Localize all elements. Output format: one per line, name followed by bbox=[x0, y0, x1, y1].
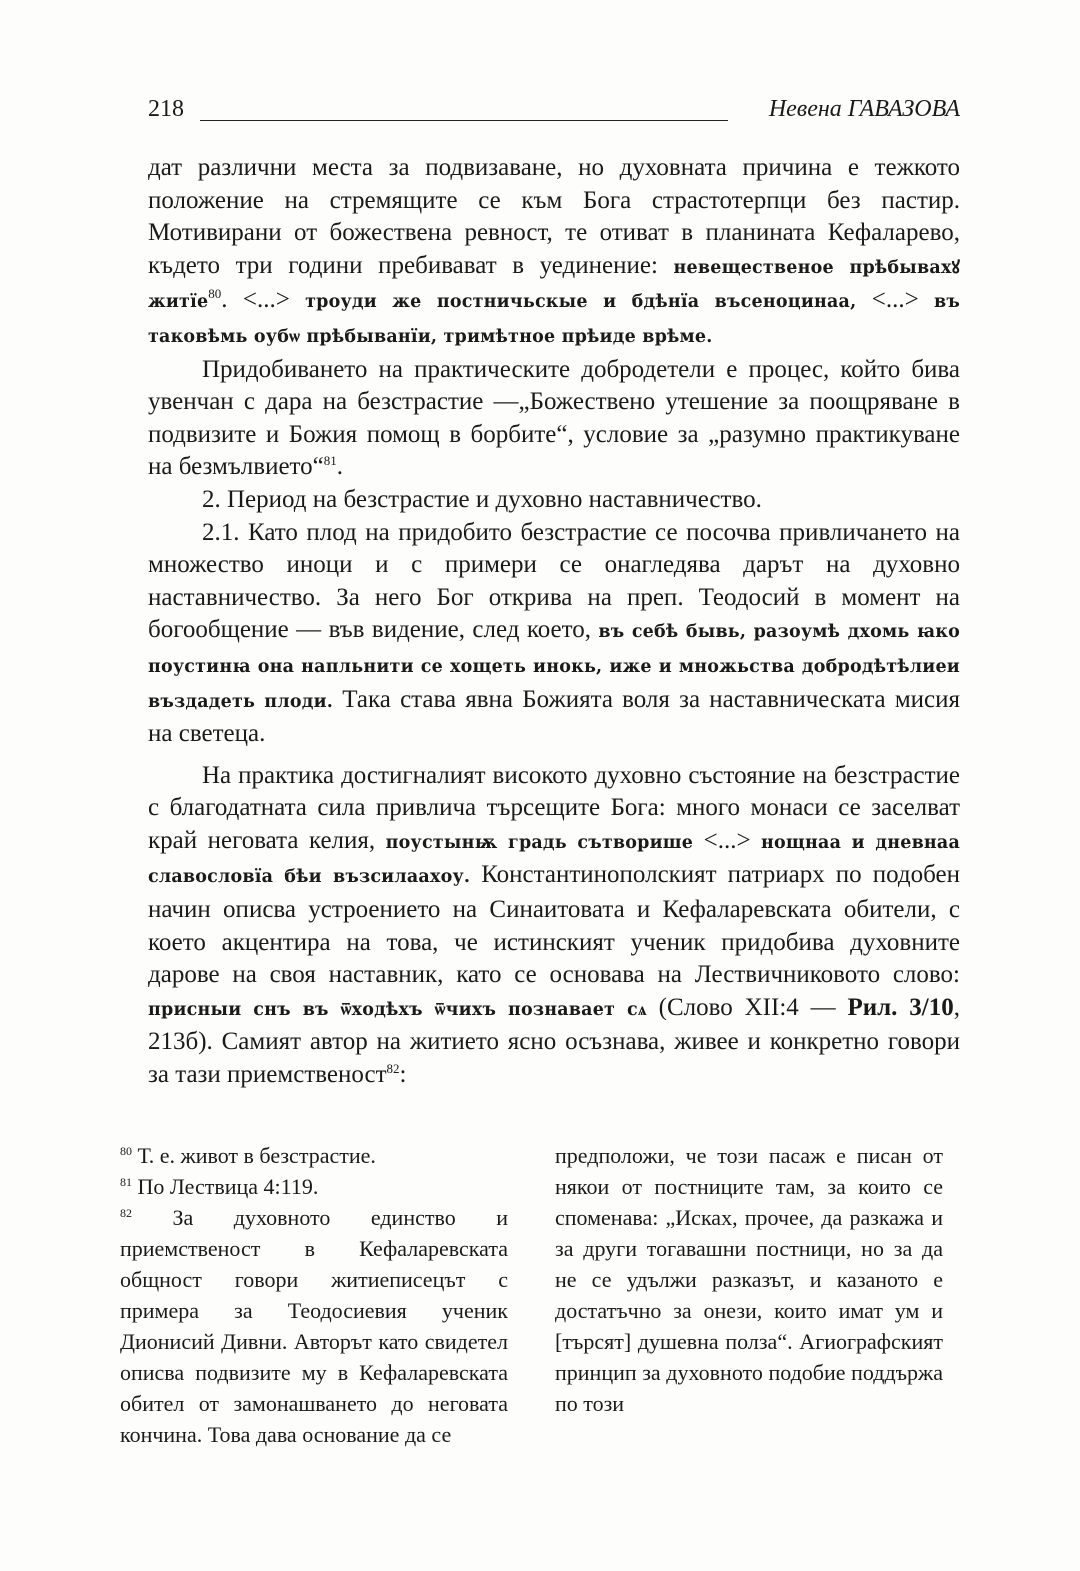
footnote-80: $^{80}$ Т. е. живот в безстрастие. bbox=[120, 1143, 376, 1168]
paragraph-1: дат различни места за подвизаване, но духовната причина е тежкото положение на стремящите се към Бога страстотерпци без пастир. Мотивирани от божествена ревност, те отиват в планината Кефаларево, където три години пребивават в уединение: невещественое прѣбывахꙋ житїе$^{80}$. <...> троуди же постничьскые и бдѣнїа въсеноцинаа, <...> въ таковѣмь оубѡ прѣбыванїи, тримѣтное прѣиде врѣме. bbox=[148, 154, 960, 347]
church-slavonic-quote: поустынѭ градь сътворише bbox=[385, 832, 694, 853]
church-slavonic-quote: троуди же постничьскые и бдѣнїа въсеноцинаа, bbox=[305, 292, 857, 313]
paragraph-4: На практика достигналият високото духовно състояние на безстрастие с благодатната сила привлича търсещите Бога: много монаси се заселват край неговата келия, поустынѭ градь сътворише <...> нощнаа и дневнаа славословїа бѣи възсилаахоу. Константинополският патриарх по подобен начин описва устроението на Синаитовата и Кефаларевската обители, с което акцентира на това, че истинският ученик придобива духовните дарове на своя наставник, като се основава на Лествичниковото слово: присныи снъ въ ѿходѣхъ ѿчихъ познавает сѧ (Слово XII:4 — Рил. 3/10, 213б). Самият автор на житието ясно осъзнава, живее и конкретно говори за тази приемственост$^{82}$: bbox=[148, 761, 961, 1089]
manuscript-ref: Рил. 3/10 bbox=[847, 993, 954, 1021]
church-slavonic-quote: невещественое прѣбывахꙋ житїе bbox=[148, 257, 960, 313]
church-slavonic-quote: въ таковѣмь оубѡ прѣбыванїи, тримѣтное прѣиде врѣме. bbox=[148, 292, 960, 347]
church-slavonic-quote: присныи снъ въ ѿходѣхъ ѿчихъ познавает сѧ bbox=[148, 999, 647, 1020]
church-slavonic-quote: нощнаа и дневнаа славословїа бѣи възсилаахоу. bbox=[148, 832, 961, 888]
footnote-ref: 82 bbox=[386, 1061, 400, 1077]
paragraph-3: 2.1. Като плод на придобито безстрастие се посочва привличането на множество иноци и с примери се онагледява дарът на духовно наставничество. За него Бог открива на преп. Теодосий в момент на богообщение — във видение, след което, въ себѣ бывь, разоумѣ дхомь ꙗко поустинꙗ она напльнити се хощеть инокь, иже и множьства добродѣтѣлиеи въздадеть плоди. Така става явна Божията воля за наставническата мисия на светеца. bbox=[148, 518, 961, 748]
footnotes-right-column bbox=[555, 1140, 943, 1419]
header-rule bbox=[200, 120, 728, 121]
footnote-ref: 81 bbox=[323, 453, 337, 469]
footnote-81: $^{81}$ По Лествица 4:119. bbox=[120, 1174, 319, 1199]
section-heading: 2. Период на безстрастие и духовно наставничество. bbox=[202, 485, 762, 513]
footnote-82-continued: предположи, че този пасаж е писан от някои от постниците там, за които се споменава: „Исках, прочее, да разкажа и за други тогавашни постници, но за да не се удължи разказът, и казаното е достатъчно за онези, които имат ум и [търсят] душевна полза“. Агиографският принцип за духовното подобие поддържа по този bbox=[555, 1143, 943, 1416]
footnote-82: $^{82}$ За духовното единство и приемственост в Кефаларевската общност говори житиеписецът с примера за Теодосиевия ученик Дионисий Дивни. Авторът като свидетел описва подвизите му в Кефаларевската обител от замонашването до неговата кончина. Това дава основание да се bbox=[120, 1205, 508, 1447]
footnotes-left-column bbox=[120, 1140, 508, 1450]
church-slavonic-quote: въ себѣ бывь, разоумѣ дхомь ꙗко поустинꙗ она напльнити се хощеть инокь, иже и множьства добродѣтѣлиеи въздадеть плоди. bbox=[148, 622, 960, 712]
paragraph-2: Придобиването на практическите добродетели е процес, който бива увенчан с дара на безстрастие —„Божествено утешение за поощряване в подвизите и Божия помощ в борбите“, условие за „разумно практикуване на безмълвието“$^{81}$. bbox=[148, 355, 960, 481]
page-number: 218 bbox=[148, 96, 184, 122]
running-header bbox=[148, 96, 960, 132]
footnote-ref: 80 bbox=[208, 286, 222, 302]
running-author: Невена ГАВАЗОВА bbox=[768, 96, 960, 122]
main-text bbox=[148, 152, 960, 1092]
